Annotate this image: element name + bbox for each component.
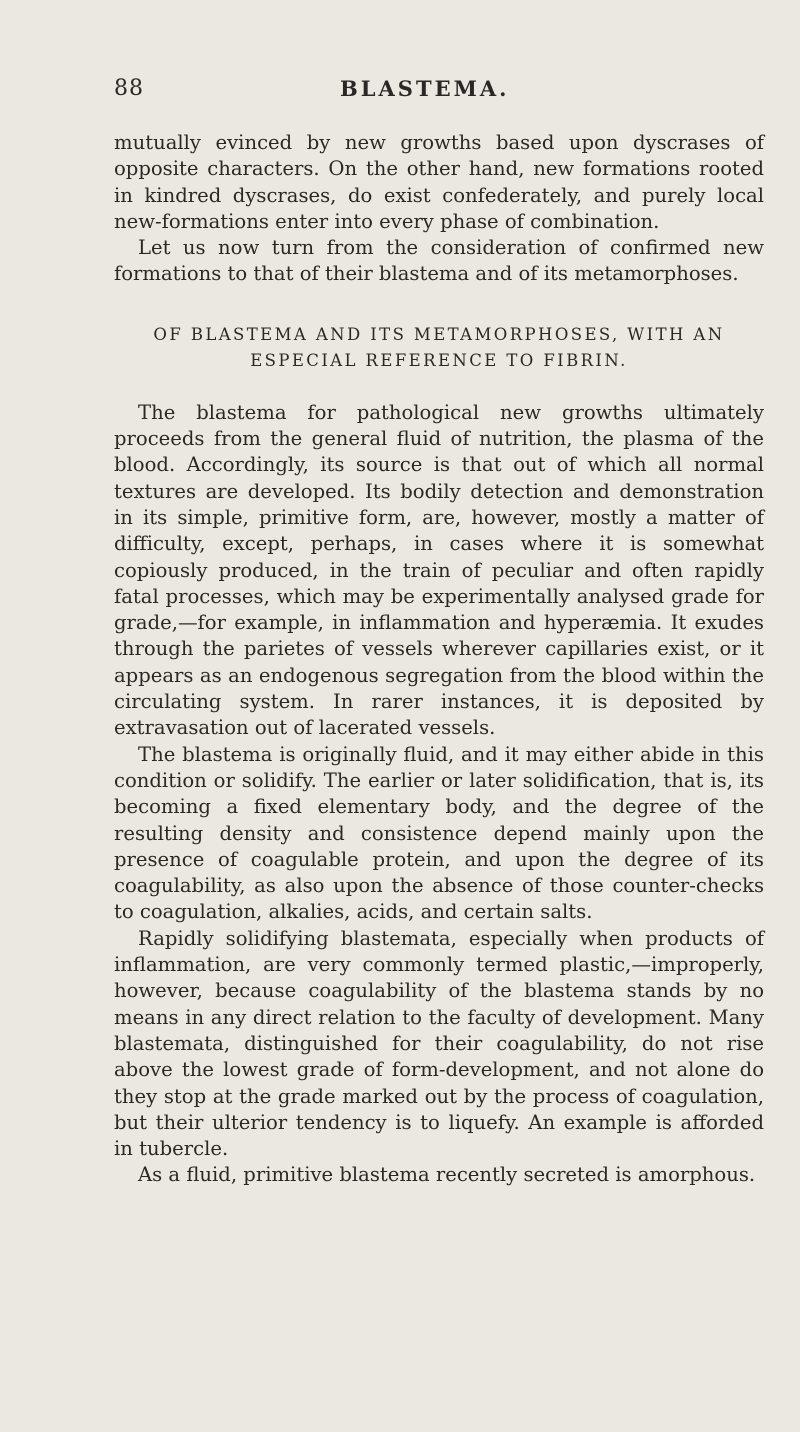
paragraph: Rapidly solidifying blastemata, especially when products of inflammation, are very commonly termed plastic,—improperly, however, because coagulability of the blastema stands by no means in any direct relation to the faculty of development. Many blastemata, distinguished for their coagulability, do not rise above the lowest grade of form-development, and not alone do they stop at the grade marked out by the process of coagulation, but their ulterior tendency is to liquefy. An example is afforded in tubercle. bbox=[114, 926, 764, 1161]
running-title: BLASTEMA. bbox=[340, 76, 510, 101]
paragraph: As a fluid, primitive blastema recently secreted is amorphous. bbox=[138, 1163, 756, 1187]
page-number: 88 bbox=[114, 76, 144, 101]
section-heading: OF BLASTEMA AND ITS METAMORPHOSES, WITH AN ESPECIAL REFERENCE TO FIBRIN. bbox=[153, 324, 725, 370]
paragraph: Let us now turn from the consideration of confirmed new formations to that of their blastema and of its metamorphoses. bbox=[114, 236, 764, 286]
paragraph-continued: mutually evinced by new growths based upon dyscrases of opposite characters. On the other hand, new formations rooted in kindred dyscrases, do exist confederately, and purely local new-formations enter into every phase of combination. bbox=[114, 131, 764, 233]
paragraph: The blastema for pathological new growths ultimately proceeds from the general fluid of nutrition, the plasma of the blood. Accordingly, its source is that out of which all normal textures are developed. Its bodily detection and demonstration in its simple, primitive form, are, however, mostly a matter of difficulty, except, perhaps, in cases where it is somewhat copiously produced, in the train of peculiar and often rapidly fatal processes, which may be experimentally analysed grade for grade,—for example, in inflammation and hyperæmia. It exudes through the parietes of vessels wherever capillaries exist, or it appears as an endogenous segregation from the blood within the circulating system. In rarer instances, it is deposited by extravasation out of lacerated vessels. bbox=[114, 400, 764, 740]
body-text bbox=[114, 400, 764, 1189]
book-page bbox=[0, 76, 800, 1432]
intro-text bbox=[114, 130, 764, 288]
running-head bbox=[114, 76, 764, 118]
paragraph: The blastema is originally fluid, and it may either abide in this condition or solidify. The earlier or later solidification, that is, its becoming a fixed elementary body, and the degree of the resulting density and consistence depend mainly upon the presence of coagulable protein, and upon the degree of its coagulability, as also upon the absence of those counter-checks to coagulation, alkalies, acids, and certain salts. bbox=[114, 742, 764, 924]
